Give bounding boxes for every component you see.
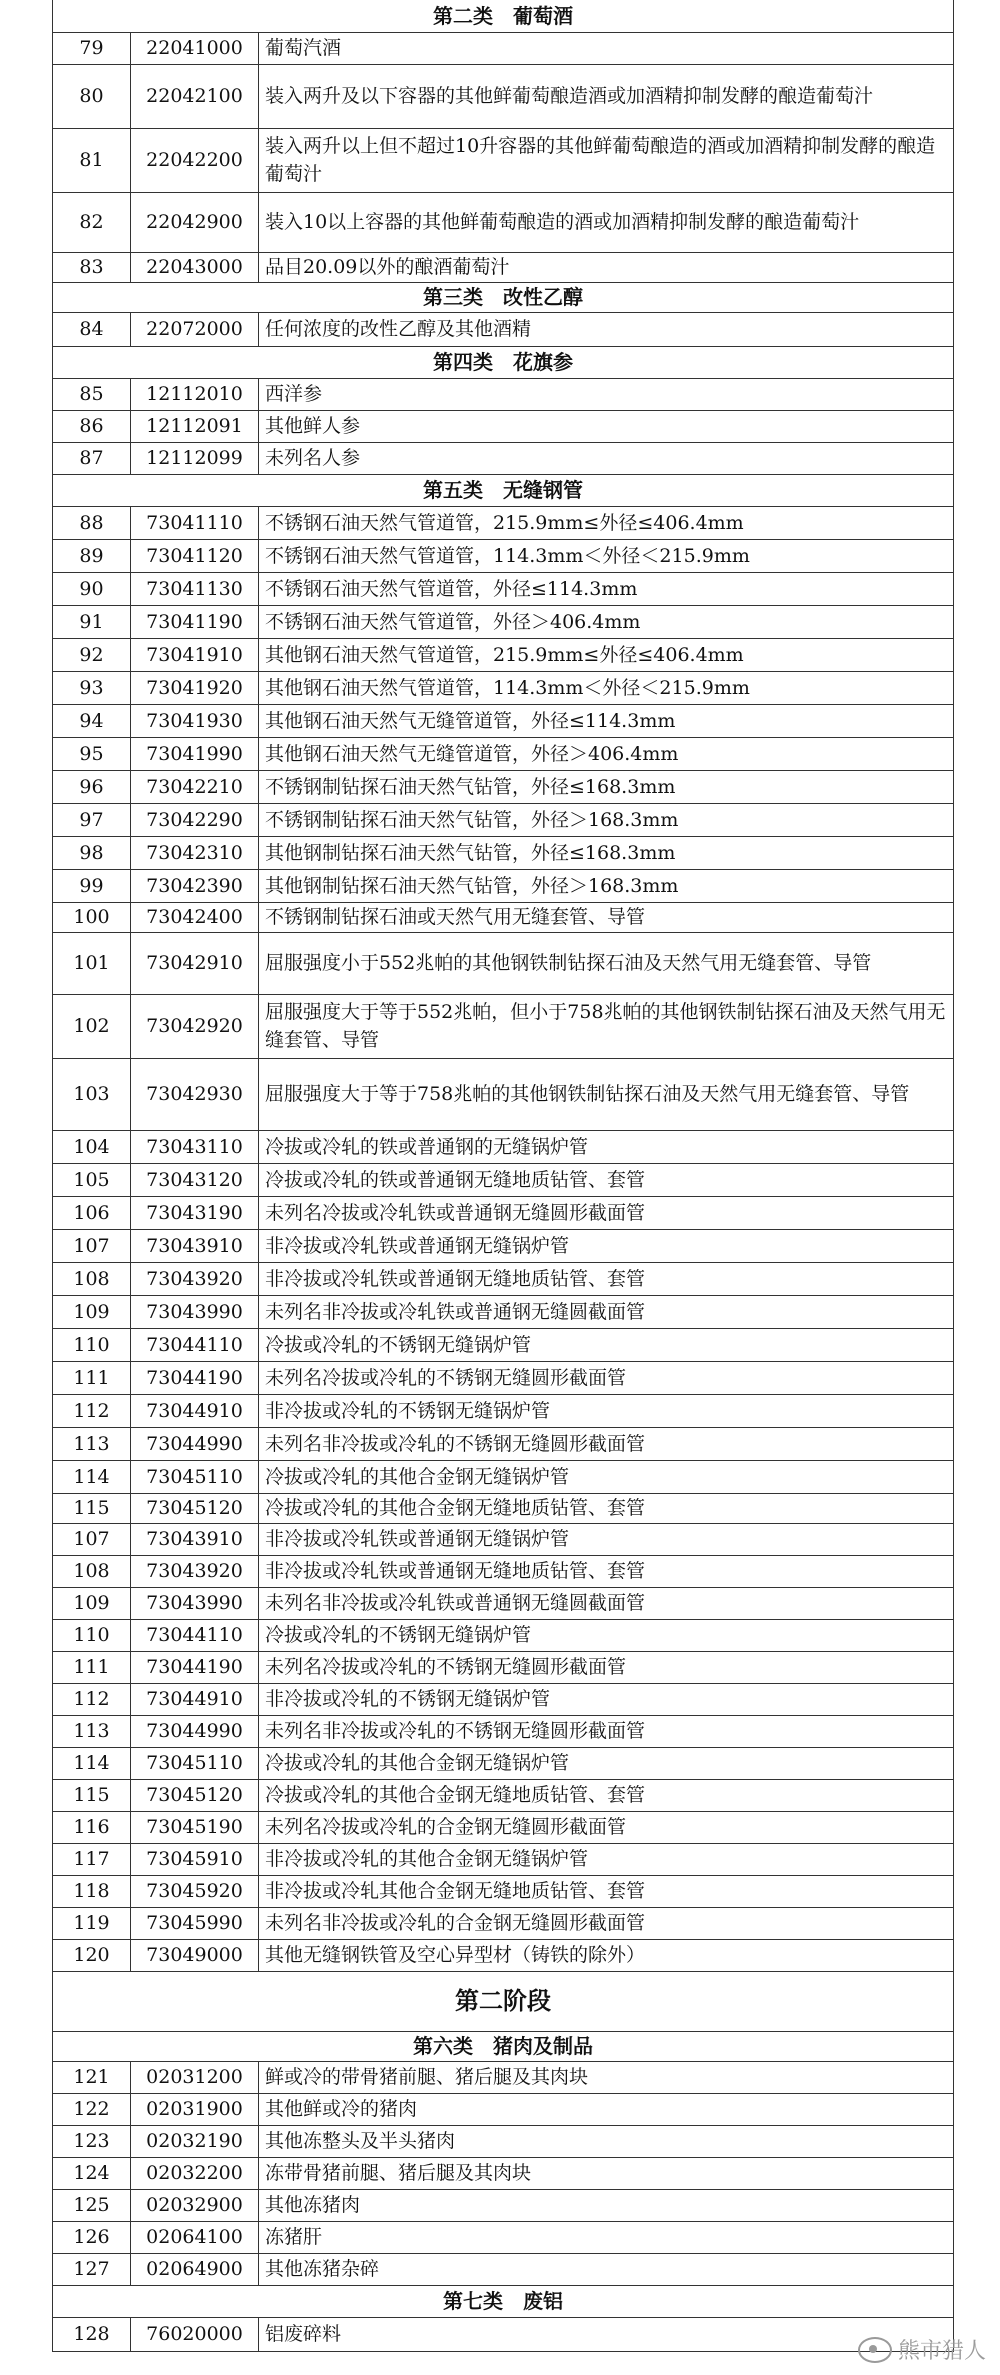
row-number: 111 (53, 1651, 131, 1683)
table-row (53, 1130, 954, 1163)
table-row (53, 1779, 954, 1811)
row-number: 124 (53, 2157, 131, 2189)
tariff-code: 73042210 (131, 770, 259, 803)
table-row (53, 994, 954, 1058)
product-description: 冻带骨猪前腿、猪后腿及其肉块 (259, 2157, 954, 2189)
table-row (53, 312, 954, 346)
row-number: 114 (53, 1460, 131, 1493)
product-description: 其他钢石油天然气无缝管道管，外径≤114.3mm (259, 704, 954, 737)
product-description: 不锈钢石油天然气管道管，215.9mm≤外径≤406.4mm (259, 506, 954, 539)
table-row (53, 1811, 954, 1843)
watermark-text: 熊市猎人 (897, 2339, 986, 2364)
tariff-code: 73041920 (131, 671, 259, 704)
table-row (53, 2093, 954, 2125)
row-number: 103 (53, 1058, 131, 1130)
product-description: 冷拔或冷轧的不锈钢无缝锅炉管 (259, 1619, 954, 1651)
table-row (53, 2061, 954, 2093)
tariff-code: 12112010 (131, 378, 259, 410)
row-number: 95 (53, 737, 131, 770)
table-row (53, 2157, 954, 2189)
row-number: 79 (53, 32, 131, 64)
product-description: 不锈钢石油天然气管道管，外径≤114.3mm (259, 572, 954, 605)
product-description: 其他钢石油天然气管道管，114.3mm＜外径＜215.9mm (259, 671, 954, 704)
tariff-code: 73043120 (131, 1163, 259, 1196)
row-number: 114 (53, 1747, 131, 1779)
row-number: 81 (53, 128, 131, 192)
tariff-code: 22042900 (131, 192, 259, 252)
table-row (53, 638, 954, 671)
section-header-row (53, 0, 954, 32)
product-description: 屈服强度大于等于552兆帕，但小于758兆帕的其他钢铁制钻探石油及天然气用无缝套管、导管 (259, 994, 954, 1058)
table-row (53, 410, 954, 442)
row-number: 90 (53, 572, 131, 605)
product-description: 冻猪肝 (259, 2221, 954, 2253)
row-number: 109 (53, 1295, 131, 1328)
tariff-code: 73042400 (131, 902, 259, 932)
table-row (53, 671, 954, 704)
tariff-code: 73044190 (131, 1361, 259, 1394)
tariff-code: 73042920 (131, 994, 259, 1058)
table-row (53, 932, 954, 994)
tariff-code: 73044990 (131, 1427, 259, 1460)
product-description: 不锈钢制钻探石油天然气钻管，外径≤168.3mm (259, 770, 954, 803)
row-number: 127 (53, 2253, 131, 2285)
table-row (53, 572, 954, 605)
table-row (53, 803, 954, 836)
tariff-code: 02031200 (131, 2061, 259, 2093)
tariff-code: 73041930 (131, 704, 259, 737)
row-number: 125 (53, 2189, 131, 2221)
tariff-table-body (53, 0, 954, 2351)
tariff-code: 73042290 (131, 803, 259, 836)
tariff-code: 73043990 (131, 1295, 259, 1328)
row-number: 93 (53, 671, 131, 704)
tariff-code: 73043910 (131, 1523, 259, 1555)
row-number: 112 (53, 1394, 131, 1427)
product-description: 非冷拔或冷轧铁或普通钢无缝地质钻管、套管 (259, 1262, 954, 1295)
product-description: 未列名非冷拔或冷轧的不锈钢无缝圆形截面管 (259, 1715, 954, 1747)
tariff-code: 73041120 (131, 539, 259, 572)
row-number: 110 (53, 1328, 131, 1361)
tariff-code: 73045110 (131, 1747, 259, 1779)
table-row (53, 1328, 954, 1361)
weibo-watermark (858, 2334, 986, 2365)
product-description: 冷拔或冷轧的铁或普通钢的无缝锅炉管 (259, 1130, 954, 1163)
stage-title: 第二阶段 (53, 1971, 954, 2031)
tariff-code: 73045120 (131, 1779, 259, 1811)
product-description: 未列名非冷拔或冷轧的合金钢无缝圆形截面管 (259, 1907, 954, 1939)
table-row (53, 1651, 954, 1683)
tariff-code: 22041000 (131, 32, 259, 64)
row-number: 94 (53, 704, 131, 737)
product-description: 不锈钢石油天然气管道管，114.3mm＜外径＜215.9mm (259, 539, 954, 572)
tariff-code: 22042100 (131, 64, 259, 128)
row-number: 83 (53, 252, 131, 282)
tariff-code: 73044910 (131, 1683, 259, 1715)
product-description: 未列名冷拔或冷轧铁或普通钢无缝圆形截面管 (259, 1196, 954, 1229)
table-row (53, 128, 954, 192)
row-number: 97 (53, 803, 131, 836)
table-row (53, 1875, 954, 1907)
tariff-code: 73041130 (131, 572, 259, 605)
tariff-code: 73045990 (131, 1907, 259, 1939)
tariff-code: 73041910 (131, 638, 259, 671)
product-description: 未列名冷拔或冷轧的不锈钢无缝圆形截面管 (259, 1651, 954, 1683)
tariff-code: 73042930 (131, 1058, 259, 1130)
section-title: 第七类 废铝 (53, 2285, 954, 2317)
row-number: 115 (53, 1493, 131, 1523)
product-description: 非冷拔或冷轧铁或普通钢无缝锅炉管 (259, 1229, 954, 1262)
table-row (53, 64, 954, 128)
row-number: 119 (53, 1907, 131, 1939)
table-row (53, 1460, 954, 1493)
row-number: 86 (53, 410, 131, 442)
row-number: 118 (53, 1875, 131, 1907)
tariff-code: 73044910 (131, 1394, 259, 1427)
product-description: 非冷拔或冷轧铁或普通钢无缝锅炉管 (259, 1523, 954, 1555)
tariff-code: 22043000 (131, 252, 259, 282)
row-number: 109 (53, 1587, 131, 1619)
tariff-code: 73043190 (131, 1196, 259, 1229)
table-row (53, 2317, 954, 2351)
product-description: 未列名非冷拔或冷轧铁或普通钢无缝圆截面管 (259, 1587, 954, 1619)
product-description: 装入两升以上但不超过10升容器的其他鲜葡萄酿造的酒或加酒精抑制发酵的酿造葡萄汁 (259, 128, 954, 192)
table-row (53, 704, 954, 737)
product-description: 屈服强度小于552兆帕的其他钢铁制钻探石油及天然气用无缝套管、导管 (259, 932, 954, 994)
table-row (53, 869, 954, 902)
tariff-code: 12112099 (131, 442, 259, 474)
table-row (53, 1196, 954, 1229)
table-row (53, 1427, 954, 1460)
table-row (53, 902, 954, 932)
tariff-code: 73044990 (131, 1715, 259, 1747)
product-description: 未列名冷拔或冷轧的合金钢无缝圆形截面管 (259, 1811, 954, 1843)
section-title: 第四类 花旗参 (53, 346, 954, 378)
tariff-code: 73043920 (131, 1555, 259, 1587)
tariff-code: 12112091 (131, 410, 259, 442)
table-row (53, 1843, 954, 1875)
table-row (53, 1939, 954, 1971)
row-number: 82 (53, 192, 131, 252)
product-description: 任何浓度的改性乙醇及其他酒精 (259, 312, 954, 346)
product-description: 品目20.09以外的酿酒葡萄汁 (259, 252, 954, 282)
row-number: 116 (53, 1811, 131, 1843)
row-number: 87 (53, 442, 131, 474)
row-number: 120 (53, 1939, 131, 1971)
product-description: 未列名冷拔或冷轧的不锈钢无缝圆形截面管 (259, 1361, 954, 1394)
row-number: 113 (53, 1715, 131, 1747)
table-row (53, 1747, 954, 1779)
section-title: 第六类 猪肉及制品 (53, 2031, 954, 2061)
weibo-logo-icon (858, 2337, 892, 2363)
product-description: 非冷拔或冷轧的其他合金钢无缝锅炉管 (259, 1843, 954, 1875)
product-description: 非冷拔或冷轧铁或普通钢无缝地质钻管、套管 (259, 1555, 954, 1587)
tariff-code: 76020000 (131, 2317, 259, 2351)
tariff-code: 22072000 (131, 312, 259, 346)
table-row (53, 1683, 954, 1715)
product-description: 其他无缝钢铁管及空心异型材（铸铁的除外） (259, 1939, 954, 1971)
table-row (53, 1295, 954, 1328)
table-row (53, 1587, 954, 1619)
tariff-code: 73045190 (131, 1811, 259, 1843)
table-row (53, 1229, 954, 1262)
tariff-code: 02032190 (131, 2125, 259, 2157)
tariff-code: 73045920 (131, 1875, 259, 1907)
product-description: 屈服强度大于等于758兆帕的其他钢铁制钻探石油及天然气用无缝套管、导管 (259, 1058, 954, 1130)
section-title: 第三类 改性乙醇 (53, 282, 954, 312)
table-row (53, 378, 954, 410)
product-description: 装入两升及以下容器的其他鲜葡萄酿造酒或加酒精抑制发酵的酿造葡萄汁 (259, 64, 954, 128)
product-description: 其他钢制钻探石油天然气钻管，外径≤168.3mm (259, 836, 954, 869)
table-row (53, 1555, 954, 1587)
tariff-code: 73042910 (131, 932, 259, 994)
tariff-code: 73044110 (131, 1328, 259, 1361)
tariff-code: 73043920 (131, 1262, 259, 1295)
row-number: 108 (53, 1262, 131, 1295)
section-header-row (53, 2031, 954, 2061)
table-row (53, 2189, 954, 2221)
section-title: 第二类 葡萄酒 (53, 0, 954, 32)
row-number: 100 (53, 902, 131, 932)
product-description: 其他钢石油天然气无缝管道管，外径＞406.4mm (259, 737, 954, 770)
product-description: 鲜或冷的带骨猪前腿、猪后腿及其肉块 (259, 2061, 954, 2093)
product-description: 未列名非冷拔或冷轧铁或普通钢无缝圆截面管 (259, 1295, 954, 1328)
product-description: 冷拔或冷轧的其他合金钢无缝地质钻管、套管 (259, 1779, 954, 1811)
table-row (53, 1715, 954, 1747)
product-description: 其他鲜或冷的猪肉 (259, 2093, 954, 2125)
tariff-code: 73042310 (131, 836, 259, 869)
product-description: 葡萄汽酒 (259, 32, 954, 64)
product-description: 冷拔或冷轧的铁或普通钢无缝地质钻管、套管 (259, 1163, 954, 1196)
table-row (53, 1907, 954, 1939)
row-number: 113 (53, 1427, 131, 1460)
table-row (53, 1262, 954, 1295)
table-row (53, 252, 954, 282)
row-number: 84 (53, 312, 131, 346)
product-description: 不锈钢制钻探石油或天然气用无缝套管、导管 (259, 902, 954, 932)
tariff-code: 73049000 (131, 1939, 259, 1971)
row-number: 111 (53, 1361, 131, 1394)
tariff-code: 73045110 (131, 1460, 259, 1493)
table-row (53, 605, 954, 638)
table-row (53, 506, 954, 539)
row-number: 126 (53, 2221, 131, 2253)
tariff-code: 73045120 (131, 1493, 259, 1523)
row-number: 80 (53, 64, 131, 128)
product-description: 铝废碎料 (259, 2317, 954, 2351)
table-row (53, 2221, 954, 2253)
product-description: 非冷拔或冷轧其他合金钢无缝地质钻管、套管 (259, 1875, 954, 1907)
product-description: 冷拔或冷轧的其他合金钢无缝地质钻管、套管 (259, 1493, 954, 1523)
product-description: 冷拔或冷轧的其他合金钢无缝锅炉管 (259, 1747, 954, 1779)
table-row (53, 1394, 954, 1427)
table-row (53, 836, 954, 869)
section-title: 第五类 无缝钢管 (53, 474, 954, 506)
table-row (53, 32, 954, 64)
product-description: 其他冻猪肉 (259, 2189, 954, 2221)
tariff-code: 73043110 (131, 1130, 259, 1163)
product-description: 其他冻猪杂碎 (259, 2253, 954, 2285)
section-header-row (53, 2285, 954, 2317)
row-number: 98 (53, 836, 131, 869)
product-description: 其他鲜人参 (259, 410, 954, 442)
tariff-code: 73043990 (131, 1587, 259, 1619)
product-description: 冷拔或冷轧的不锈钢无缝锅炉管 (259, 1328, 954, 1361)
tariff-code: 02064900 (131, 2253, 259, 2285)
section-header-row (53, 474, 954, 506)
row-number: 121 (53, 2061, 131, 2093)
tariff-code: 73045910 (131, 1843, 259, 1875)
table-row (53, 737, 954, 770)
row-number: 96 (53, 770, 131, 803)
product-description: 装入10以上容器的其他鲜葡萄酿造的酒或加酒精抑制发酵的酿造葡萄汁 (259, 192, 954, 252)
row-number: 91 (53, 605, 131, 638)
row-number: 107 (53, 1229, 131, 1262)
tariff-code: 02032900 (131, 2189, 259, 2221)
product-description: 未列名非冷拔或冷轧的不锈钢无缝圆形截面管 (259, 1427, 954, 1460)
table-row (53, 192, 954, 252)
row-number: 99 (53, 869, 131, 902)
product-description: 未列名人参 (259, 442, 954, 474)
row-number: 89 (53, 539, 131, 572)
tariff-code: 73042390 (131, 869, 259, 902)
product-description: 非冷拔或冷轧的不锈钢无缝锅炉管 (259, 1683, 954, 1715)
stage-header-row (53, 1971, 954, 2031)
tariff-code: 73041190 (131, 605, 259, 638)
table-row (53, 1523, 954, 1555)
table-row (53, 770, 954, 803)
table-row (53, 539, 954, 572)
tariff-code: 73044110 (131, 1619, 259, 1651)
row-number: 128 (53, 2317, 131, 2351)
row-number: 122 (53, 2093, 131, 2125)
section-header-row (53, 346, 954, 378)
product-description: 不锈钢石油天然气管道管，外径＞406.4mm (259, 605, 954, 638)
row-number: 105 (53, 1163, 131, 1196)
tariff-code: 73041990 (131, 737, 259, 770)
product-description: 其他钢制钻探石油天然气钻管，外径＞168.3mm (259, 869, 954, 902)
row-number: 92 (53, 638, 131, 671)
row-number: 85 (53, 378, 131, 410)
table-row (53, 2253, 954, 2285)
product-description: 其他钢石油天然气管道管，215.9mm≤外径≤406.4mm (259, 638, 954, 671)
table-row (53, 1361, 954, 1394)
section-header-row (53, 282, 954, 312)
table-row (53, 1163, 954, 1196)
table-row (53, 1058, 954, 1130)
table-row (53, 1493, 954, 1523)
row-number: 117 (53, 1843, 131, 1875)
product-description: 其他冻整头及半头猪肉 (259, 2125, 954, 2157)
row-number: 112 (53, 1683, 131, 1715)
row-number: 108 (53, 1555, 131, 1587)
tariff-code: 02031900 (131, 2093, 259, 2125)
tariff-table (52, 0, 954, 2352)
tariff-code: 73044190 (131, 1651, 259, 1683)
product-description: 冷拔或冷轧的其他合金钢无缝锅炉管 (259, 1460, 954, 1493)
product-description: 非冷拔或冷轧的不锈钢无缝锅炉管 (259, 1394, 954, 1427)
row-number: 106 (53, 1196, 131, 1229)
row-number: 110 (53, 1619, 131, 1651)
table-row (53, 1619, 954, 1651)
table-row (53, 2125, 954, 2157)
row-number: 88 (53, 506, 131, 539)
product-description: 不锈钢制钻探石油天然气钻管，外径＞168.3mm (259, 803, 954, 836)
row-number: 115 (53, 1779, 131, 1811)
row-number: 104 (53, 1130, 131, 1163)
product-description: 西洋参 (259, 378, 954, 410)
row-number: 123 (53, 2125, 131, 2157)
tariff-code: 02064100 (131, 2221, 259, 2253)
tariff-code: 22042200 (131, 128, 259, 192)
table-row (53, 442, 954, 474)
tariff-code: 02032200 (131, 2157, 259, 2189)
tariff-code: 73043910 (131, 1229, 259, 1262)
row-number: 107 (53, 1523, 131, 1555)
row-number: 101 (53, 932, 131, 994)
row-number: 102 (53, 994, 131, 1058)
tariff-code: 73041110 (131, 506, 259, 539)
